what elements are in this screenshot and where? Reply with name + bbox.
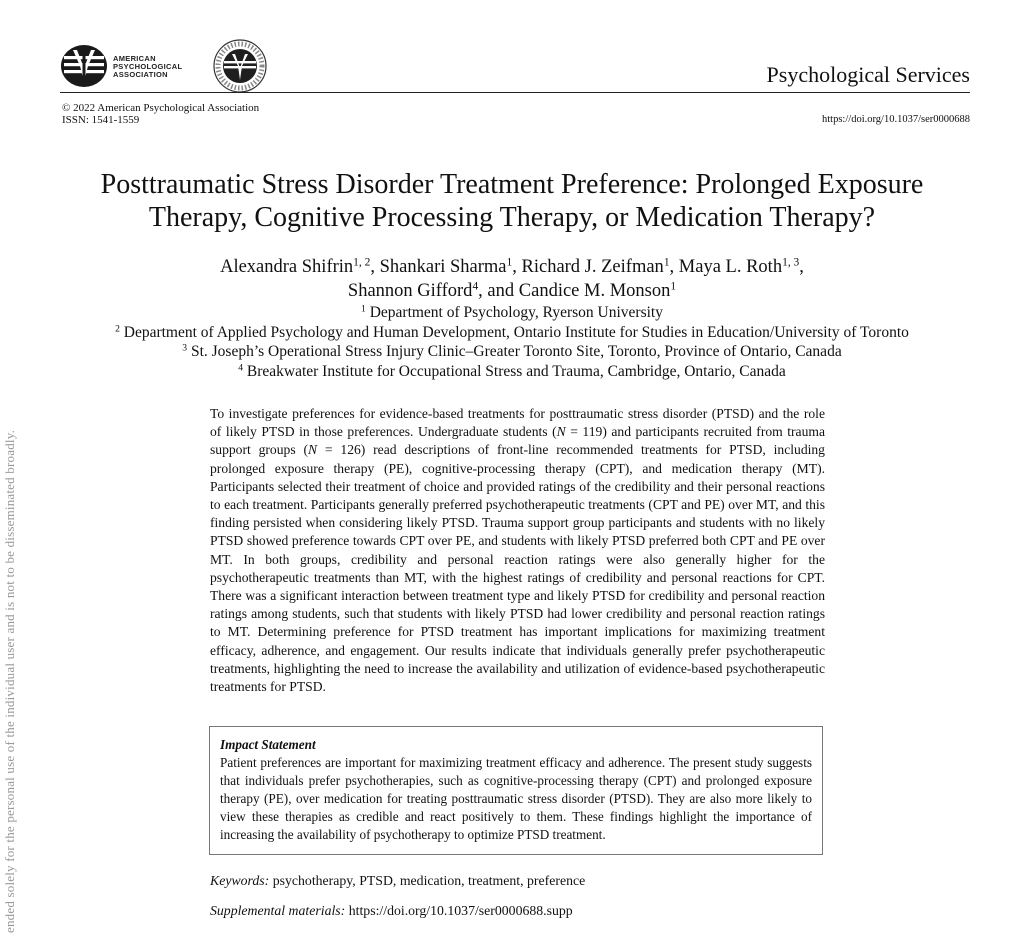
author-affil-mark: 1 — [663, 256, 670, 269]
affiliation — [20, 323, 1004, 343]
affiliation-number: 2 — [115, 323, 120, 335]
author-affil-mark: 1 — [506, 256, 513, 269]
header-rule — [60, 92, 970, 93]
impact-statement-box — [209, 726, 823, 855]
issn-text: ISSN: 1541-1559 — [62, 114, 140, 126]
usage-watermark: ended solely for the personal use of the individual user and is not to be disseminated broadly. — [2, 429, 17, 933]
publisher-line: PSYCHOLOGICAL — [113, 62, 183, 71]
keywords-value: psychotherapy, PTSD, medication, treatment, preference — [272, 873, 586, 888]
affiliation-number: 1 — [361, 303, 366, 315]
author-line-2: Shannon Gifford$^4$, and Candice M. Monson$^1$ — [347, 280, 677, 301]
supplemental-materials — [210, 903, 573, 919]
public-service-seal-icon — [212, 38, 268, 94]
keywords — [210, 873, 585, 889]
author-name: Richard J. Zeifman — [521, 257, 664, 277]
affiliation-text: St. Joseph’s Operational Stress Injury Clinic–Greater Toronto Site, Toronto, Province of Ontario, Canada — [190, 343, 842, 360]
article-title — [40, 168, 984, 234]
doi-link[interactable]: https://doi.org/10.1037/ser0000688 — [822, 114, 970, 125]
copyright-text: © 2022 American Psychological Association — [62, 102, 260, 114]
affiliation — [20, 362, 1004, 382]
affiliation-number: 4 — [238, 362, 243, 374]
author-affil-mark: 1, 2 — [353, 256, 371, 269]
affiliation-list — [20, 303, 1004, 381]
affiliation-text: Breakwater Institute for Occupational Stress and Trauma, Cambridge, Ontario, Canada — [246, 362, 786, 380]
impact-statement-heading: Impact Statement — [220, 737, 316, 752]
affiliation — [20, 303, 1004, 323]
copyright-block — [62, 102, 259, 126]
author-name: Candice M. Monson — [518, 281, 671, 301]
title-line: Posttraumatic Stress Disorder Treatment Preference: Prolonged Exposure — [100, 169, 924, 200]
publisher-line: AMERICAN — [113, 54, 156, 63]
affiliation-text: Department of Applied Psychology and Human Development, Ontario Institute for Studies in Education/University of Toronto — [123, 323, 909, 341]
author-affil-mark: 1 — [670, 280, 677, 293]
abstract — [210, 405, 825, 696]
abstract-text: To investigate preferences for evidence-based treatments for posttraumatic stress disorder (PTSD) and the role of likely PTSD in those preferences. Undergraduate students ( — [210, 406, 825, 440]
journal-name: Psychological Services — [766, 62, 970, 87]
apa-wordmark — [113, 55, 182, 79]
author-affil-mark: 4 — [472, 280, 479, 293]
supplemental-link[interactable]: https://doi.org/10.1037/ser0000688.supp — [348, 903, 573, 918]
author-line-1: Alexandra Shifrin$^{1, 2}$, Shankari Sharma$^1$, Richard J. Zeifman$^1$, Maya L. Roth$^{1, 3}$, — [220, 256, 804, 277]
supplemental-label: Supplemental materials: — [210, 903, 346, 918]
author-name: Alexandra Shifrin — [220, 257, 354, 277]
affiliation-text: Department of Psychology, Ryerson University — [369, 304, 663, 321]
affiliation-number: 3 — [182, 342, 188, 354]
author-name: Shankari Sharma — [379, 257, 507, 277]
title-line: Therapy, Cognitive Processing Therapy, or Medication Therapy? — [148, 202, 876, 233]
affiliation — [20, 342, 1004, 362]
publisher-line: ASSOCIATION — [113, 70, 168, 79]
abstract-text: = 119) and participants recruited from trauma support groups ( — [210, 424, 825, 458]
sample-size-symbol: N — [556, 424, 566, 440]
keywords-label: Keywords: — [210, 873, 270, 888]
apa-logo-icon — [60, 44, 108, 88]
author-affil-mark: 1, 3 — [782, 256, 800, 269]
impact-statement-text: Patient preferences are important for maximizing treatment efficacy and adherence. The present study suggests that individuals prefer psychotherapies, such as cognitive-processing therapy (CPT) and prolonged exposure therapy (PE), over medication for treating posttraumatic stress disorder (PTSD). They are also more likely to view these therapies as credible and react positively to them. These findings highlight the importance of increasing the availability of psychotherapy to optimize PTSD treatment. — [220, 755, 812, 842]
sample-size-symbol: N — [307, 442, 318, 458]
author-name: Maya L. Roth — [678, 257, 783, 277]
author-name: Shannon Gifford — [347, 281, 473, 301]
abstract-text: = 126) read descriptions of front-line recommended treatments for PTSD, including prolonged exposure therapy (PE), cognitive-processing therapy (CPT), and medication therapy (MT). Participants selected their treatment of choice and provided ratings of the credibility and their personal reactions to each treatment. Participants generally preferred psychotherapeutic treatments (CPT and PE) over MT, and this finding persisted when considering likely PTSD. Trauma support group participants and students with no likely PTSD showed preference towards CPT over PE, and students with likely PTSD preferred both CPT and PE over MT. In both groups, credibility and personal reaction ratings were also generally higher for the psychotherapeutic treatments than MT, with the highest ratings of credibility and personal reactions for CPT. There was a significant interaction between treatment type and likely PTSD for credibility and personal reaction ratings among students, such that students with likely PTSD had lower credibility and personal reaction ratings to MT. Determining preference for PTSD treatment has important implications for maximizing treatment efficacy, adherence, and engagement. Our results indicate that individuals generally prefer psychotherapeutic treatments, highlighting the need to increase the availability and utilization of evidence-based psychotherapeutic treatments for PTSD. — [210, 442, 825, 695]
author-list — [40, 255, 984, 303]
